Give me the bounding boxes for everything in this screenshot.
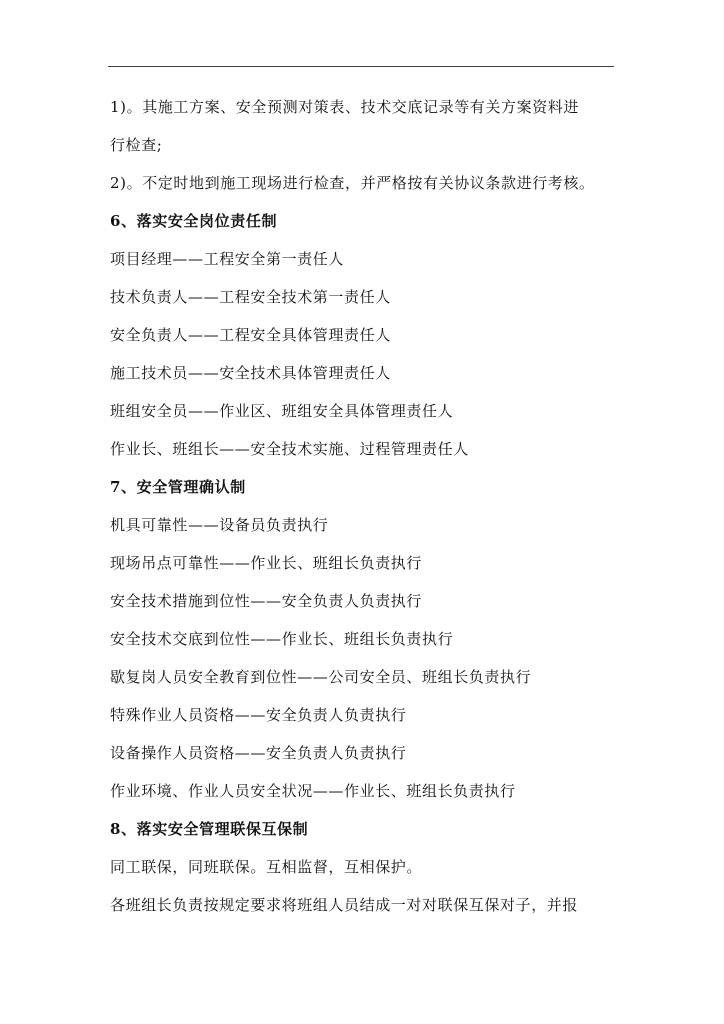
confirmation-item-7: 设备操作人员资格——安全负责人负责执行 <box>110 744 407 762</box>
paragraph-line-3: 2)。不定时地到施工现场进行检查，并严格按有关协议条款进行考核。 <box>110 174 595 192</box>
paragraph-line-mutual-protection: 同工联保，同班联保。互相监督，互相保护。 <box>110 858 423 876</box>
responsibility-item-6: 作业长、班组长——安全技术实施、过程管理责任人 <box>110 440 469 458</box>
responsibility-item-4: 施工技术员——安全技术具体管理责任人 <box>110 364 391 382</box>
header-rule <box>108 66 614 67</box>
section-heading-8: 8、落实安全管理联保互保制 <box>110 820 309 838</box>
confirmation-item-2: 现场吊点可靠性——作业长、班组长负责执行 <box>110 554 423 572</box>
confirmation-item-4: 安全技术交底到位性——作业长、班组长负责执行 <box>110 630 454 648</box>
confirmation-item-5: 歇复岗人员安全教育到位性——公司安全员、班组长负责执行 <box>110 668 532 686</box>
responsibility-item-5: 班组安全员——作业区、班组安全具体管理责任人 <box>110 402 454 420</box>
responsibility-item-3: 安全负责人——工程安全具体管理责任人 <box>110 326 391 344</box>
section-heading-7: 7、安全管理确认制 <box>110 478 246 496</box>
paragraph-line-1: 1)。其施工方案、安全预测对策表、技术交底记录等有关方案资料进 <box>110 98 579 116</box>
confirmation-item-6: 特殊作业人员资格——安全负责人负责执行 <box>110 706 407 724</box>
responsibility-item-2: 技术负责人——工程安全技术第一责任人 <box>110 288 391 306</box>
confirmation-item-1: 机具可靠性——设备员负责执行 <box>110 516 329 534</box>
responsibility-item-1: 项目经理——工程安全第一责任人 <box>110 250 345 268</box>
confirmation-item-3: 安全技术措施到位性——安全负责人负责执行 <box>110 592 423 610</box>
section-heading-6: 6、落实安全岗位责任制 <box>110 212 278 230</box>
paragraph-line-2: 行检查; <box>110 136 163 154</box>
confirmation-item-8: 作业环境、作业人员安全状况——作业长、班组长负责执行 <box>110 782 516 800</box>
paragraph-line-final: 各班组长负责按规定要求将班组人员结成一对对联保互保对子，并报 <box>110 896 579 914</box>
